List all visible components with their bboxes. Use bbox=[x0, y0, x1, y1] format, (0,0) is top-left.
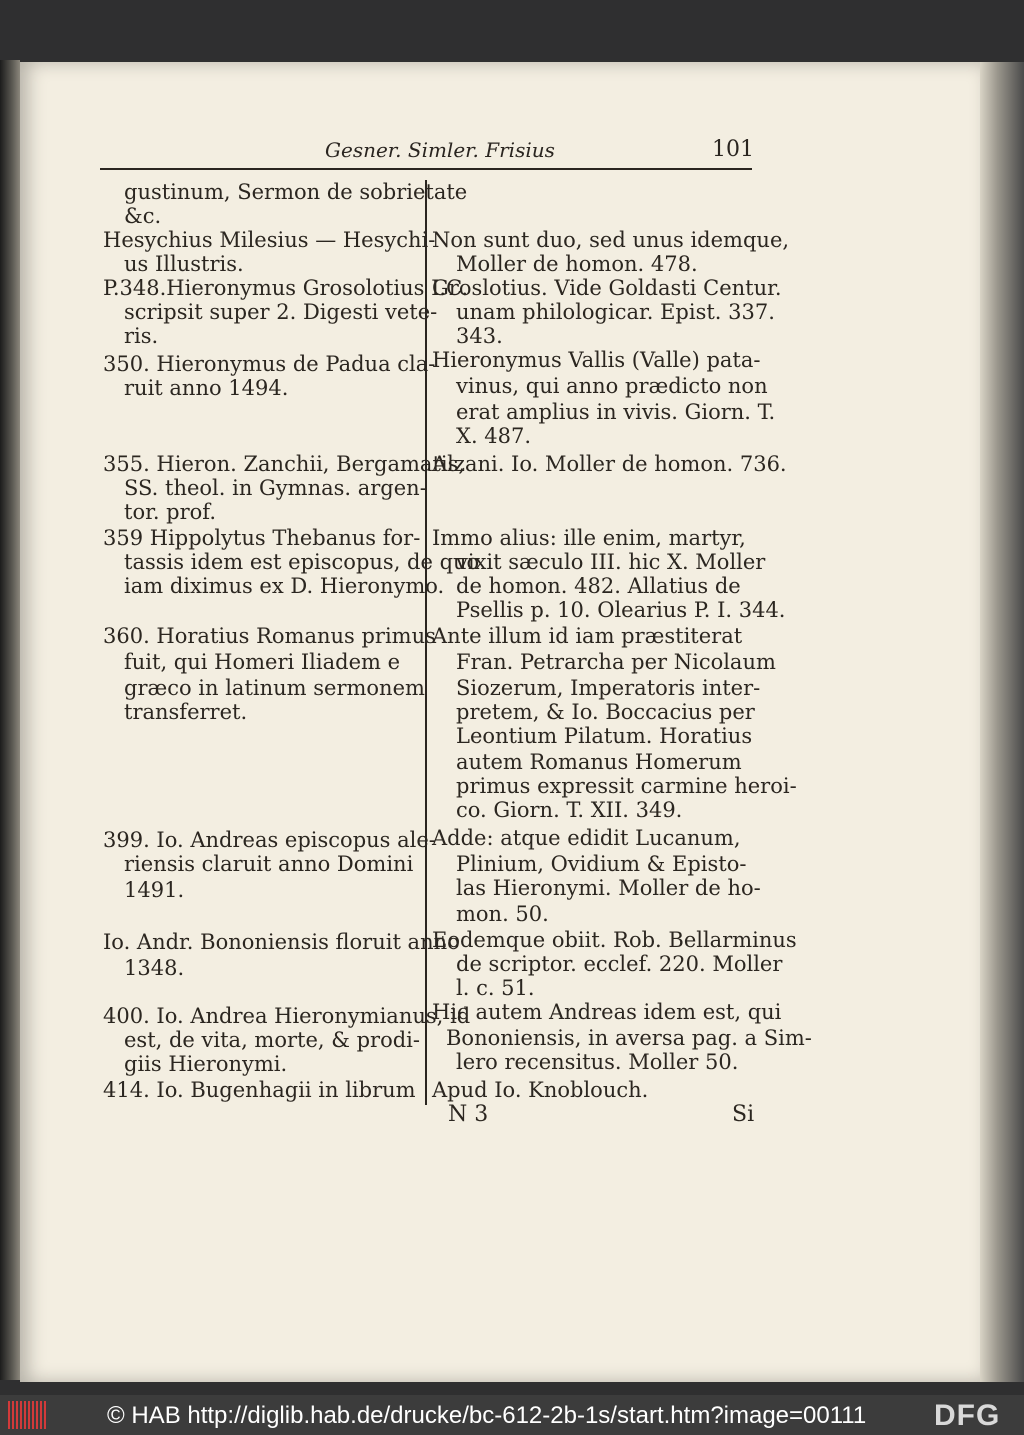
text-line: unam philologicar. Epist. 337. bbox=[456, 300, 775, 324]
text-line: Leontium Pilatum. Horatius bbox=[456, 724, 753, 748]
text-line: ris. bbox=[124, 324, 159, 348]
text-line: 399. Io. Andreas episcopus ale- bbox=[103, 828, 436, 852]
text-line: Non sunt duo, sed unus idemque, bbox=[432, 228, 790, 252]
text-line: giis Hieronymi. bbox=[124, 1052, 288, 1076]
text-line: Apud Io. Knoblouch. bbox=[432, 1078, 649, 1102]
text-line: P.348.Hieronymus Grosolotius I.C. bbox=[103, 276, 469, 300]
text-line: 360. Horatius Romanus primus bbox=[103, 624, 436, 648]
text-line: ruit anno 1494. bbox=[124, 376, 289, 400]
text-line: pretem, & Io. Boccacius per bbox=[456, 700, 755, 724]
page-number: 101 bbox=[712, 137, 754, 162]
text-line: autem Romanus Homerum bbox=[456, 750, 742, 774]
text-line: us Illustris. bbox=[124, 252, 244, 276]
text-line: riensis claruit anno Domini bbox=[124, 852, 414, 876]
text-line: X. 487. bbox=[456, 424, 532, 448]
text-line: de scriptor. ecclef. 220. Moller bbox=[456, 952, 783, 976]
text-line: vinus, qui anno prædicto non bbox=[456, 374, 768, 398]
text-line: 359 Hippolytus Thebanus for- bbox=[103, 526, 421, 550]
text-line: 414. Io. Bugenhagii in librum bbox=[103, 1078, 416, 1102]
text-line: vixit sæculo III. hic X. Moller bbox=[456, 550, 766, 574]
text-line: Ante illum id iam præstiterat bbox=[432, 624, 743, 648]
text-line: Siozerum, Imperatoris inter- bbox=[456, 676, 761, 700]
text-line: tor. prof. bbox=[124, 500, 216, 524]
text-line: fuit, qui Homeri Iliadem e bbox=[124, 650, 401, 674]
page-edge bbox=[980, 62, 1024, 1382]
text-line: Hesychius Milesius — Hesychi- bbox=[103, 228, 436, 252]
text-line: erat amplius in vivis. Giorn. T. bbox=[456, 400, 776, 424]
text-line: &c. bbox=[124, 204, 162, 228]
text-line: transferret. bbox=[124, 700, 248, 724]
text-line: lero recensitus. Moller 50. bbox=[456, 1050, 739, 1074]
text-line: Groslotius. Vide Goldasti Centur. bbox=[432, 276, 782, 300]
text-line: Hic autem Andreas idem est, qui bbox=[432, 1000, 782, 1024]
text-line: las Hieronymi. Moller de ho- bbox=[456, 876, 761, 900]
text-line: 400. Io. Andrea Hieronymianus, id bbox=[103, 1004, 471, 1028]
text-line: Psellis p. 10. Olearius P. I. 344. bbox=[456, 598, 786, 622]
text-line: tassis idem est episcopus, de quo bbox=[124, 550, 480, 574]
text-line: Immo alius: ille enim, martyr, bbox=[432, 526, 746, 550]
text-line: gustinum, Sermon de sobrietate bbox=[124, 180, 468, 204]
text-line: Eodemque obiit. Rob. Bellarminus bbox=[432, 928, 797, 952]
text-line: mon. 50. bbox=[456, 902, 549, 926]
book-spine bbox=[0, 60, 20, 1380]
text-line: Io. Andr. Bononiensis floruit anno bbox=[103, 930, 460, 954]
text-line: iam diximus ex D. Hieronymo. bbox=[124, 574, 445, 598]
text-line: Alzani. Io. Moller de homon. 736. bbox=[432, 452, 787, 476]
text-line: Bononiensis, in aversa pag. a Sim- bbox=[446, 1026, 812, 1050]
dfg-logo: DFG bbox=[934, 1399, 1001, 1432]
hab-barcode-icon bbox=[8, 1401, 48, 1429]
text-line: Fran. Petrarcha per Nicolaum bbox=[456, 650, 776, 674]
catchword: Si bbox=[732, 1102, 755, 1127]
text-line: Hieronymus Vallis (Valle) pata- bbox=[432, 348, 761, 372]
text-line: co. Giorn. T. XII. 349. bbox=[456, 798, 683, 822]
text-line: primus expressit carmine heroi- bbox=[456, 774, 797, 798]
text-line: 1491. bbox=[124, 878, 185, 902]
text-line: 350. Hieronymus de Padua cla- bbox=[103, 352, 436, 376]
copyright-url[interactable]: © HAB http://diglib.hab.de/drucke/bc-612-2b-1s/start.htm?image=00111 bbox=[107, 1402, 867, 1429]
text-line: est, de vita, morte, & prodi- bbox=[124, 1028, 420, 1052]
text-line: Moller de homon. 478. bbox=[456, 252, 698, 276]
signature-mark: N 3 bbox=[448, 1102, 489, 1127]
text-line: 355. Hieron. Zanchii, Bergamatis, bbox=[103, 452, 466, 476]
text-line: Adde: atque edidit Lucanum, bbox=[432, 826, 741, 850]
header-rule bbox=[100, 168, 752, 170]
text-line: SS. theol. in Gymnas. argen- bbox=[124, 476, 427, 500]
text-line: græco in latinum sermonem bbox=[124, 676, 425, 700]
text-line: l. c. 51. bbox=[456, 976, 535, 1000]
text-line: de homon. 482. Allatius de bbox=[456, 574, 741, 598]
running-title: Gesner. Simler. Frisius bbox=[325, 138, 555, 162]
text-line: 343. bbox=[456, 324, 503, 348]
text-line: Plinium, Ovidium & Episto- bbox=[456, 852, 747, 876]
text-line: scripsit super 2. Digesti vete- bbox=[124, 300, 438, 324]
text-line: 1348. bbox=[124, 956, 185, 980]
